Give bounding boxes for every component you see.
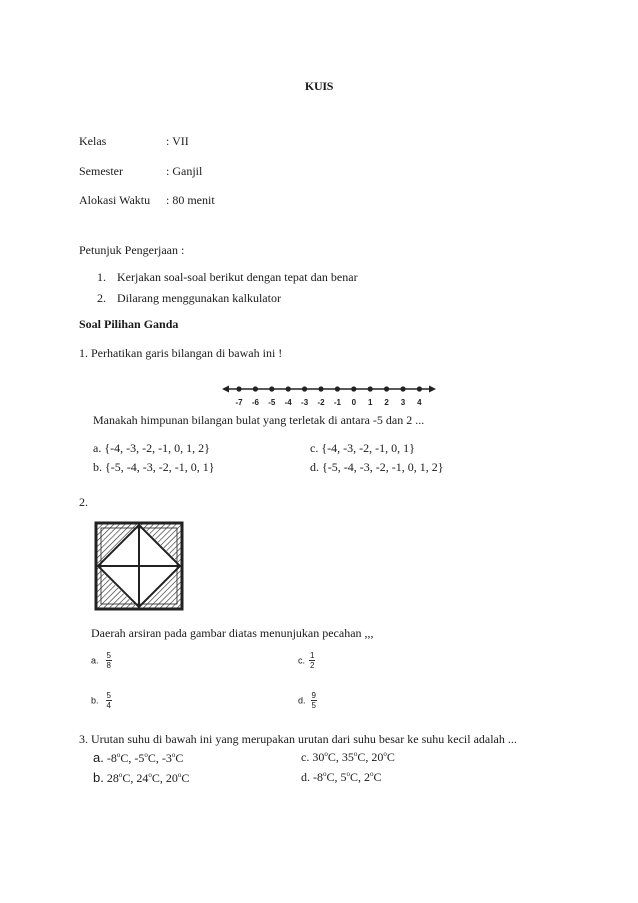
- fraction: $\frac{9}{5}$: [311, 691, 316, 710]
- shaded-corner-top-left: [96, 523, 139, 566]
- temperature-value: 2$^o$C: [364, 770, 382, 784]
- number-line-label: -5: [268, 398, 276, 407]
- temperature-value: 20$^o$C: [165, 771, 190, 785]
- temperature-value: 30$^o$C,: [312, 750, 342, 764]
- number-line-label: -6: [251, 398, 259, 407]
- number-line-label: 0: [351, 398, 357, 407]
- q1-option-c: c. {-4, -3, -2, -1, 0, 1}: [310, 441, 415, 455]
- shaded-square-figure: [94, 521, 184, 611]
- petunjuk-num-1: 1.: [97, 270, 106, 284]
- q3-option-c-letter: c.: [301, 750, 310, 764]
- temperature-value: 28$^o$C,: [106, 771, 137, 785]
- q2-option-d: [298, 691, 317, 710]
- q3-option-b: [93, 770, 189, 786]
- q2-question: Daerah arsiran pada gambar diatas menunjukan pecahan ,,,: [91, 626, 374, 640]
- info-value-semester: : Ganjil: [166, 164, 203, 178]
- info-value-alokasi: : 80 menit: [166, 193, 215, 207]
- quiz-title: KUIS: [304, 79, 334, 93]
- q2-option-c: [298, 651, 315, 670]
- temperature-value: 5$^o$C,: [340, 770, 365, 784]
- number-line-point: [286, 386, 291, 391]
- number-line-label: 2: [384, 398, 389, 407]
- q3-option-c: [301, 750, 395, 765]
- number-line-point: [368, 386, 373, 391]
- number-line-label: -1: [333, 398, 341, 407]
- info-label-kelas: Kelas: [79, 134, 107, 148]
- number-line-label: -3: [301, 398, 309, 407]
- petunjuk-heading: Petunjuk Pengerjaan :: [79, 243, 185, 257]
- shaded-corner-bottom-right: [139, 566, 182, 609]
- number-line-point: [318, 386, 323, 391]
- fraction: $\frac{5}{4}$: [106, 691, 111, 710]
- petunjuk-item-1: Kerjakan soal-soal berikut dengan tepat dan benar: [117, 270, 358, 284]
- number-line: [222, 380, 436, 410]
- temperature-value: -8$^o$C,: [106, 751, 135, 765]
- number-line-point: [351, 386, 356, 391]
- q1-option-b: b. {-5, -4, -3, -2, -1, 0, 1}: [93, 460, 215, 474]
- number-line-label: -7: [235, 398, 243, 407]
- q3-stem: 3. Urutan suhu di bawah ini yang merupakan urutan dari suhu besar ke suhu kecil adalah ...: [79, 732, 517, 746]
- number-line-point: [417, 386, 422, 391]
- fraction: $\frac{5}{8}$: [106, 651, 111, 670]
- number-line-label: 3: [400, 398, 406, 407]
- temperature-value: 35$^o$C,: [341, 750, 372, 764]
- q3-option-a: [93, 750, 183, 766]
- temperature-value: 20$^o$C: [371, 750, 395, 764]
- petunjuk-num-2: 2.: [97, 291, 106, 305]
- temperature-value: -8$^o$C,: [313, 770, 341, 784]
- info-label-alokasi: Alokasi Waktu: [79, 193, 151, 207]
- number-line-point: [384, 386, 389, 391]
- petunjuk-item-2: Dilarang menggunakan kalkulator: [117, 291, 281, 305]
- info-value-kelas: : VII: [166, 134, 189, 148]
- number-line-point: [253, 386, 258, 391]
- number-line-point: [400, 386, 405, 391]
- number-line-point: [302, 386, 307, 391]
- fraction: $\frac{1}{2}$: [310, 651, 315, 670]
- q3-option-a-letter: a.: [93, 750, 104, 765]
- number-line-label: 4: [417, 398, 422, 407]
- info-label-semester: Semester: [79, 164, 123, 178]
- number-line-label: -4: [284, 398, 292, 407]
- section-title: Soal Pilihan Ganda: [79, 317, 179, 331]
- shaded-corner-bottom-left: [96, 566, 139, 609]
- temperature-value: -3$^o$C: [161, 751, 184, 765]
- q2-option-a: [91, 651, 112, 670]
- shaded-corner-top-right: [139, 523, 182, 566]
- q2-option-b: [91, 691, 112, 710]
- number-line-left-arrow: [222, 386, 229, 393]
- number-line-point: [335, 386, 340, 391]
- q2-option-b-letter: b.: [91, 695, 99, 706]
- number-line-label: 1: [367, 398, 373, 407]
- q2-option-a-letter: a.: [91, 655, 99, 666]
- q3-option-d: [301, 770, 382, 785]
- number-line-point: [269, 386, 274, 391]
- number-line-right-arrow: [429, 386, 436, 393]
- q2-number: 2.: [79, 495, 88, 509]
- q3-option-d-letter: d.: [301, 770, 310, 784]
- q2-option-d-letter: d.: [298, 695, 306, 706]
- number-line-label: -2: [317, 398, 325, 407]
- number-line-point: [236, 386, 241, 391]
- q1-option-a: a. {-4, -3, -2, -1, 0, 1, 2}: [93, 441, 210, 455]
- q1-question: Manakah himpunan bilangan bulat yang terletak di antara -5 dan 2 ...: [93, 413, 425, 427]
- temperature-value: 24$^o$C,: [136, 771, 166, 785]
- q2-option-c-letter: c.: [298, 655, 306, 666]
- q3-option-b-letter: b.: [93, 770, 104, 785]
- q1-stem: 1. Perhatikan garis bilangan di bawah ini !: [79, 346, 283, 360]
- temperature-value: -5$^o$C,: [134, 751, 162, 765]
- q1-option-d: d. {-5, -4, -3, -2, -1, 0, 1, 2}: [310, 460, 444, 474]
